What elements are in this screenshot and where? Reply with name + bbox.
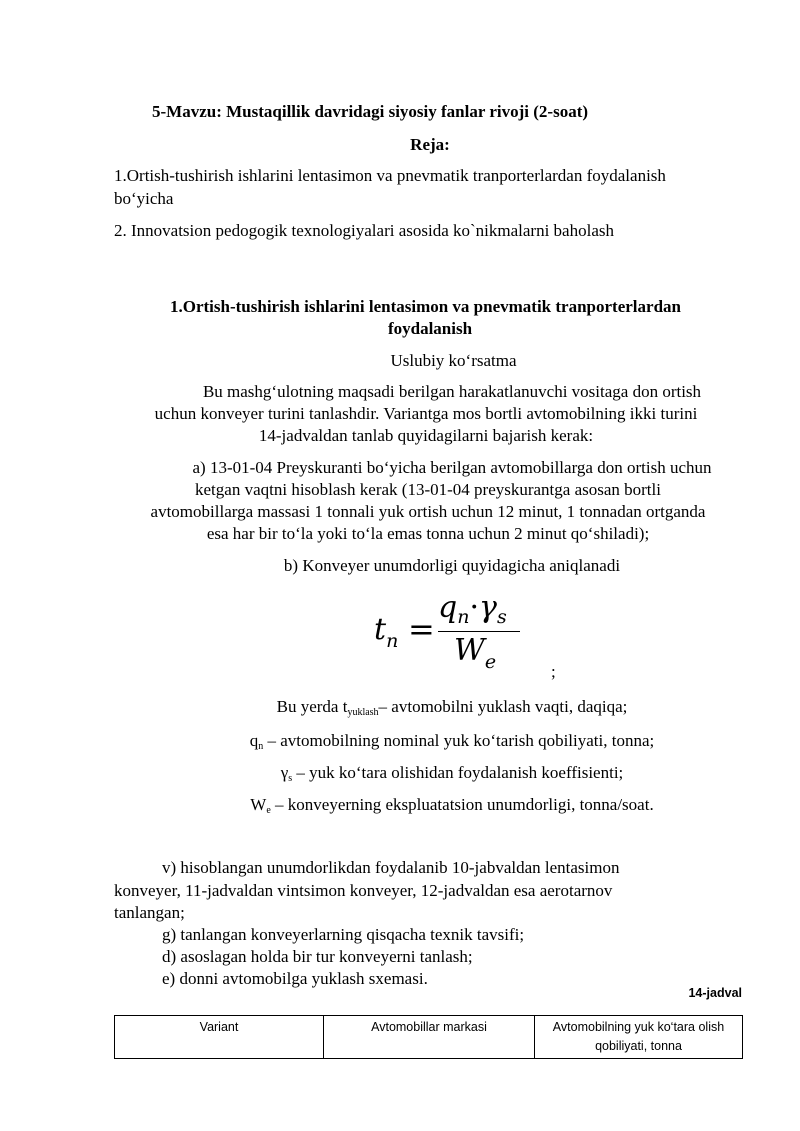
definition-gamma: γs – yuk ko‘tara olishidan foydalanish koeffisienti; xyxy=(280,763,624,784)
item-a-line-1: a) 13-01-04 Preyskuranti bo‘yicha berilgan avtomobillarga don ortish uchun xyxy=(192,458,712,477)
item-v-line-1: v) hisoblangan unumdorlikdan foydalanib 10-jabvaldan lentasimon xyxy=(162,858,620,877)
item-g: g) tanlangan konveyerlarning qisqacha texnik tavsifi; xyxy=(162,925,525,944)
section-heading-cont: foydalanish xyxy=(387,319,473,338)
intro-line-3: 14-jadvaldan tanlab quyidagilarni bajarish kerak: xyxy=(258,426,594,445)
page-title: 5-Mavzu: Mustaqillik davridagi siyosiy fanlar rivoji (2-soat) xyxy=(152,102,589,121)
formula-semicolon: ; xyxy=(551,662,556,681)
header-load-capacity: Avtomobilning yuk ko‘tara olish qobiliyati, tonna xyxy=(535,1016,743,1059)
table-header-row xyxy=(115,1016,743,1059)
item-a-line-2: ketgan vaqtni hisoblash kerak (13-01-04 preyskurantga asosan bortli xyxy=(195,480,661,499)
formula-equals: = xyxy=(408,610,435,648)
formula-lhs: $t_n$ xyxy=(374,612,399,652)
item-v-line-3: tanlangan; xyxy=(114,903,185,922)
plan-item-1: 1.Ortish-tushirish ishlarini lentasimon va pnevmatik tranporterlardan foydalanish xyxy=(114,166,666,185)
item-a-line-4: esa har bir to‘la yoki to‘la emas tonna uchun 2 minut qo‘shiladi); xyxy=(206,524,650,543)
vehicle-table xyxy=(114,1015,743,1059)
intro-line-1: Bu mashg‘ulotning maqsadi berilgan harakatlanuvchi vositaga don ortish xyxy=(202,382,702,401)
conveyor-formula xyxy=(370,590,540,680)
definition-w: We – konveyerning ekspluatatsion unumdorligi, tonna/soat. xyxy=(250,795,654,816)
item-b: b) Konveyer unumdorligi quyidagicha aniqlanadi xyxy=(283,556,621,575)
formula-denominator: $W_e$ xyxy=(454,633,497,673)
section-heading: 1.Ortish-tushirish ishlarini lentasimon va pnevmatik tranporterlardan xyxy=(170,297,681,316)
method-heading: Uslubiy ko‘rsatma xyxy=(390,351,517,370)
definition-t: Bu yerda tyuklash– avtomobilni yuklash vaqti, daqiqa; xyxy=(276,697,628,718)
definition-q: qn – avtomobilning nominal yuk ko‘tarish qobiliyati, tonna; xyxy=(249,731,655,752)
intro-line-2: uchun konveyer turini tanlashdir. Variantga mos bortli avtomobilning ikki turini xyxy=(154,404,698,423)
formula-numerator: $q_n\cdot\gamma_s$ xyxy=(438,590,507,628)
item-e: e) donni avtomobilga yuklash sxemasi. xyxy=(162,969,428,988)
fraction-bar xyxy=(438,631,520,632)
item-d: d) asoslagan holda bir tur konveyerni tanlash; xyxy=(162,947,473,966)
header-variant: Variant xyxy=(115,1016,324,1059)
plan-item-2: 2. Innovatsion pedogogik texnologiyalari asosida ko`nikmalarni baholash xyxy=(114,221,614,240)
item-v-line-2: konveyer, 11-jadvaldan vintsimon konveyer, 12-jadvaldan esa aerotarnov xyxy=(114,881,613,900)
header-vehicle-brand: Avtomobillar markasi xyxy=(324,1016,535,1059)
item-a-line-3: avtomobillarga massasi 1 tonnali yuk ortish uchun 12 minut, 1 tonnadan ortganda xyxy=(150,502,706,521)
table-label: 14-jadval xyxy=(688,986,742,1000)
plan-item-1-cont: bo‘yicha xyxy=(114,189,174,208)
plan-heading: Reja: xyxy=(410,135,450,154)
